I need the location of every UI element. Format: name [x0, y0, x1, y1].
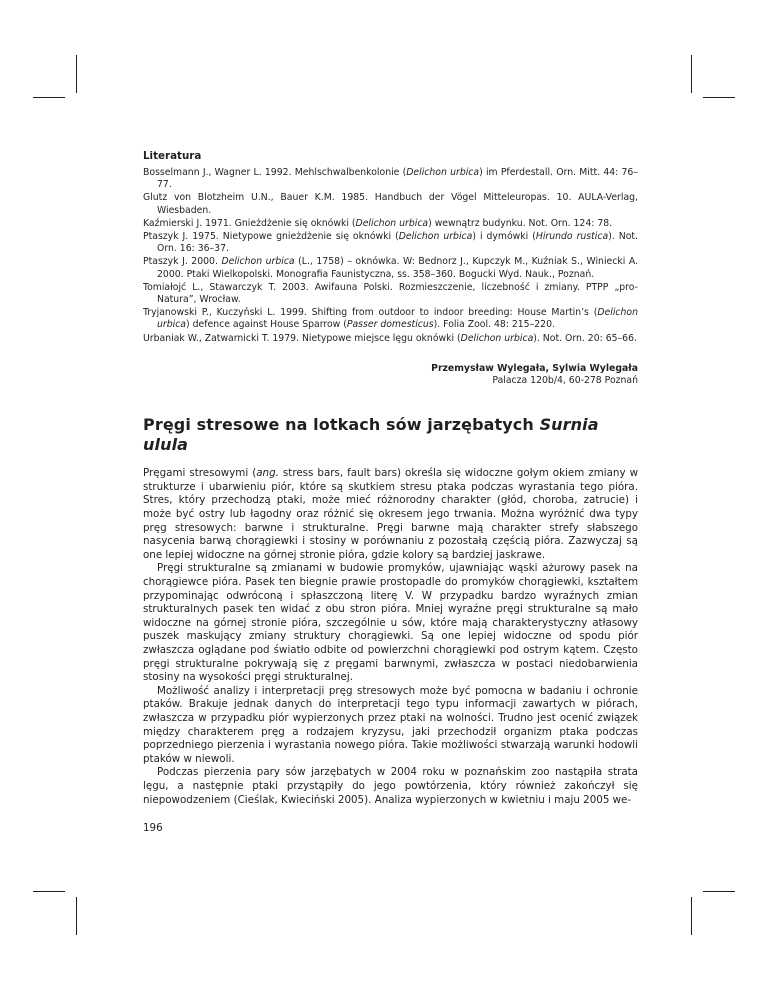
- crop-mark: [33, 891, 65, 892]
- italic-text: Delichon urbica: [157, 307, 638, 331]
- page-number: 196: [143, 822, 163, 834]
- italic-text: Delichon urbica: [398, 231, 473, 243]
- italic-text: Delichon urbica: [355, 217, 429, 229]
- author-signature: [143, 363, 638, 387]
- body-paragraph: Możliwość analizy i interpretacji pręg stresowych może być pomocna w badaniu i ochronie ptaków. Brakuje jednak danych do interpretacji tego typu informacji zawartych w piórach, zwłaszcza w przypadku piór wypierzonych przez ptaki na wolności. Trudno jest ocenić związek między charakterem pręg a rodzajem kryzysu, jaki przechodził organizm ptaka podczas poprzedniego pierzenia i wyrastania nowego pióra. Takie możliwości stwarzają warunki hodowli ptaków w niewoli.: [143, 684, 638, 765]
- crop-mark: [691, 55, 692, 93]
- literature-heading: Literatura: [143, 150, 202, 162]
- crop-mark: [76, 897, 77, 935]
- italic-text: Passer domesticus: [346, 319, 434, 331]
- reference-item: Ptaszyk J. 1975. Nietypowe gnieżdżenie się oknówki (Delichon urbica) i dymówki (Hirundo rustica). Not. Orn. 16: 36–37.: [143, 231, 639, 255]
- reference-item: Ptaszyk J. 2000. Delichon urbica (L., 1758) – oknówka. W: Bednorz J., Kupczyk M., Kuźniak S., Winiecki A. 2000. Ptaki Wielkopolski. Monografia Faunistyczna, ss. 358–360. Bogucki Wyd. Nauk., Poznań.: [143, 256, 639, 280]
- italic-text: Delichon urbica: [460, 332, 534, 344]
- italic-text: Delichon urbica: [221, 256, 295, 268]
- italic-text: Delichon urbica: [406, 167, 480, 178]
- article-body: [143, 467, 638, 807]
- author-address: Palacza 120b/4, 60-278 Poznań: [492, 375, 638, 387]
- crop-mark: [703, 891, 735, 892]
- reference-item: Urbaniak W., Zatwarnicki T. 1979. Nietypowe miejsce lęgu oknówki (Delichon urbica). Not. Orn. 20: 65–66.: [143, 332, 637, 344]
- italic-text: Hirundo rustica: [535, 231, 609, 243]
- reference-item: Kaźmierski J. 1971. Gnieżdżenie się oknówki (Delichon urbica) wewnątrz budynku. Not. Orn. 124: 78.: [143, 217, 613, 229]
- crop-mark: [33, 97, 65, 98]
- reference-item: Tryjanowski P., Kuczyński L. 1999. Shifting from outdoor to indoor breeding: House Martin’s (Delichon urbica) defence against House Sparrow (Passer domesticus). Folia Zool. 48: 215–220.: [143, 307, 638, 331]
- body-paragraph: Podczas pierzenia pary sów jarzębatych w 2004 roku w poznańskim zoo nastąpiła strata lęgu, a następnie ptaki przystąpiły do jego powtórzenia, który również zakończył się niepowodzeniem (Cieślak, Kwieciński 2005). Analiza wypierzonych w kwietniu i maju 2005 we-: [143, 766, 638, 806]
- italic-text: ang.: [256, 467, 279, 480]
- article-title: [143, 415, 638, 455]
- article-title-main: Pręgi stresowe na lotkach sów jarzębatych: [143, 415, 540, 435]
- crop-mark: [76, 55, 77, 93]
- crop-mark: [691, 897, 692, 935]
- reference-list: [143, 167, 638, 345]
- article-title-species: Surnia ulula: [143, 415, 599, 455]
- body-paragraph: Pręgami stresowymi (ang. stress bars, fault bars) określa się widoczne gołym okiem zmiany w strukturze i ubarwieniu piór, które są skutkiem stresu ptaka podczas wyrastania tego pióra. Stres, który przechodzą ptaki, może mieć różnorodny charakter (głód, choroba, zatrucie) i może być ostry lub łagodny oraz różnić się okresem jego trwania. Można wyróżnić dwa typy pręg stresowych: barwne i strukturalne. Pręgi barwne mają charakter strefy słabszego nasycenia barwą chorągiewki i stosiny w porównaniu z pozostałą częścią pióra. Zazwyczaj są one lepiej widoczne na górnej stronie pióra, gdzie kolory są bardziej jaskrawe.: [143, 467, 638, 561]
- reference-item: Bosselmann J., Wagner L. 1992. Mehlschwalbenkolonie (Delichon urbica) im Pferdestall. Orn. Mitt. 44: 76–77.: [143, 167, 638, 191]
- reference-item: Glutz von Blotzheim U.N., Bauer K.M. 1985. Handbuch der Vögel Mitteleuropas. 10. AULA-Verlag, Wiesbaden.: [143, 192, 638, 216]
- page-content: [143, 150, 638, 807]
- author-names: Przemysław Wylegała, Sylwia Wylegała: [431, 362, 638, 374]
- reference-item: Tomiałojć L., Stawarczyk T. 2003. Awifauna Polski. Rozmieszczenie, liczebność i zmiany. PTPP „pro-Natura”, Wrocław.: [143, 281, 638, 306]
- body-paragraph: Pręgi strukturalne są zmianami w budowie promyków, ujawniając wąski ażurowy pasek na chorągiewce pióra. Pasek ten biegnie prawie prostopadle do promyków chorągiewki, kształtem przypominając odwróconą i spłaszczoną literę V. W przypadku bardzo wyraźnych zmian strukturalnych pasek ten widać z obu stron pióra. Mniej wyraźne pręgi strukturalne są mało widoczne na górnej stronie pióra, szczególnie u sów, które mają charakterystyczny atłasowy puszek maskujący zmiany struktury chorągiewki. Są one lepiej widoczne od spodu piór zwłaszcza oglądane pod światło odbite od powierzchni chorągiewki pod ostrym kątem. Często pręgi strukturalne pokrywają się z pręgami barwnymi, zwłaszcza w postaci niedobarwienia stosiny na wysokości pręgi strukturalnej.: [143, 562, 638, 684]
- crop-mark: [703, 97, 735, 98]
